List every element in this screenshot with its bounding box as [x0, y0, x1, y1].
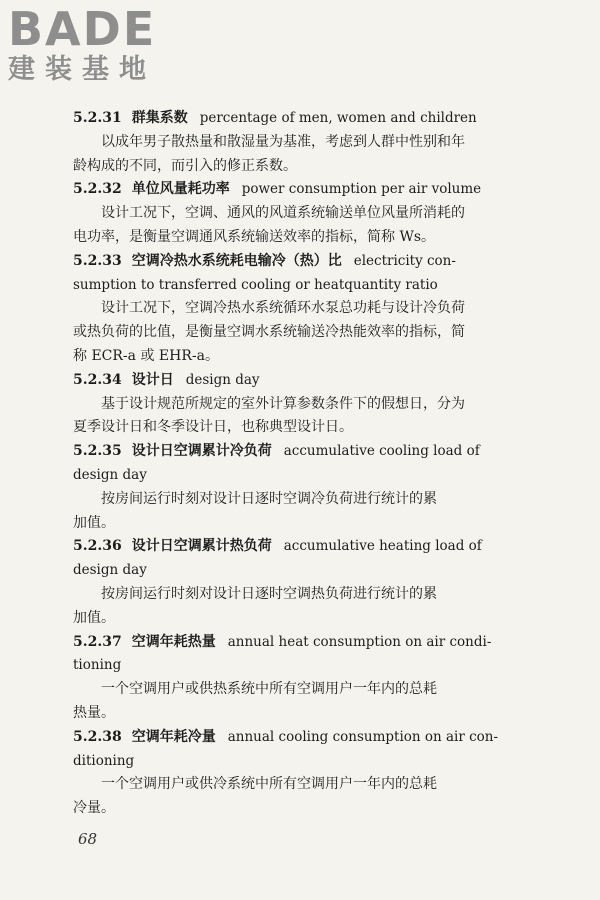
term-chinese: 单位风量耗功率 [131, 181, 230, 198]
term-heading [73, 726, 523, 750]
logo-text: BADE [8, 2, 157, 56]
term-number: 5.2.32 [73, 181, 122, 198]
term-entry [73, 631, 523, 726]
term-english: design day [185, 371, 260, 388]
term-entry [73, 535, 523, 630]
term-definition-line: 电功率，是衡量空调通风系统输送效率的指标，简称 Ws。 [73, 228, 436, 245]
term-definition-line: 基于设计规范所规定的室外计算参数条件下的假想日，分为 [101, 395, 465, 412]
term-english: annual cooling consumption on air con- [227, 728, 499, 745]
term-english-continued: design day [73, 466, 147, 483]
term-english-continued: tioning [73, 657, 122, 674]
page-number: 68 [78, 830, 98, 848]
term-definition-line: 加值。 [73, 514, 115, 531]
term-chinese: 空调年耗热量 [131, 633, 216, 650]
term-english: accumulative cooling load of [283, 443, 480, 460]
term-chinese: 设计日 [131, 371, 174, 388]
term-definition-line: 冷量。 [73, 800, 115, 817]
term-english-continued: sumption to transferred cooling or heatquantity ratio [73, 276, 438, 293]
bade-logo [8, 4, 178, 86]
term-definition-line: 一个空调用户或供冷系统中所有空调用户一年内的总耗 [101, 776, 437, 793]
term-entry [73, 440, 523, 535]
term-chinese: 设计日空调累计热负荷 [131, 538, 272, 555]
term-definition-line: 称 ECR-a 或 EHR-a。 [73, 347, 219, 364]
term-chinese: 空调冷热水系统耗电输冷（热）比 [131, 252, 342, 269]
term-number: 5.2.31 [73, 110, 122, 126]
term-definition-line: 设计工况下，空调冷热水系统循环水泵总功耗与设计冷负荷 [101, 300, 465, 317]
term-definition-line: 夏季设计日和冬季设计日，也称典型设计日。 [73, 419, 353, 436]
term-entry [73, 107, 523, 178]
term-definition-line: 一个空调用户或供热系统中所有空调用户一年内的总耗 [101, 681, 437, 698]
term-definition-line: 以成年男子散热量和散湿量为基准，考虑到人群中性别和年 [101, 133, 465, 150]
term-heading [73, 369, 523, 393]
term-number: 5.2.35 [73, 443, 122, 460]
logo-subtitle: 建装基地 [8, 54, 156, 85]
term-english-continued: ditioning [73, 752, 135, 769]
term-chinese: 设计日空调累计冷负荷 [131, 443, 272, 460]
term-english: percentage of men, women and children [199, 110, 477, 126]
term-heading [73, 107, 523, 131]
term-number: 5.2.34 [73, 371, 122, 388]
term-entry [73, 178, 523, 249]
term-definition-line: 按房间运行时刻对设计日逐时空调冷负荷进行统计的累 [101, 490, 437, 507]
term-heading [73, 535, 523, 559]
document-body [73, 107, 523, 821]
term-definition-line: 按房间运行时刻对设计日逐时空调热负荷进行统计的累 [101, 585, 437, 602]
term-definition-line: 或热负荷的比值，是衡量空调水系统输送冷热能效率的指标，简 [73, 324, 465, 341]
term-entry [73, 726, 523, 821]
term-number: 5.2.38 [73, 728, 122, 745]
term-heading [73, 440, 523, 464]
term-heading [73, 250, 523, 274]
term-english-continued: design day [73, 562, 147, 579]
term-chinese: 空调年耗冷量 [131, 728, 216, 745]
term-number: 5.2.33 [73, 252, 122, 269]
term-definition-line: 加值。 [73, 609, 115, 626]
term-english: accumulative heating load of [283, 538, 482, 555]
term-english: electricity con- [353, 252, 456, 269]
term-number: 5.2.36 [73, 538, 122, 555]
term-definition-line: 龄构成的不同，而引入的修正系数。 [73, 157, 297, 174]
term-number: 5.2.37 [73, 633, 122, 650]
term-heading [73, 631, 523, 655]
term-english: annual heat consumption on air condi- [227, 633, 492, 650]
term-heading [73, 178, 523, 202]
term-entry [73, 369, 523, 440]
term-definition-line: 设计工况下，空调、通风的风道系统输送单位风量所消耗的 [101, 205, 465, 222]
term-chinese: 群集系数 [131, 110, 188, 126]
term-english: power consumption per air volume [241, 181, 482, 198]
term-definition-line: 热量。 [73, 704, 115, 721]
term-entry [73, 250, 523, 369]
